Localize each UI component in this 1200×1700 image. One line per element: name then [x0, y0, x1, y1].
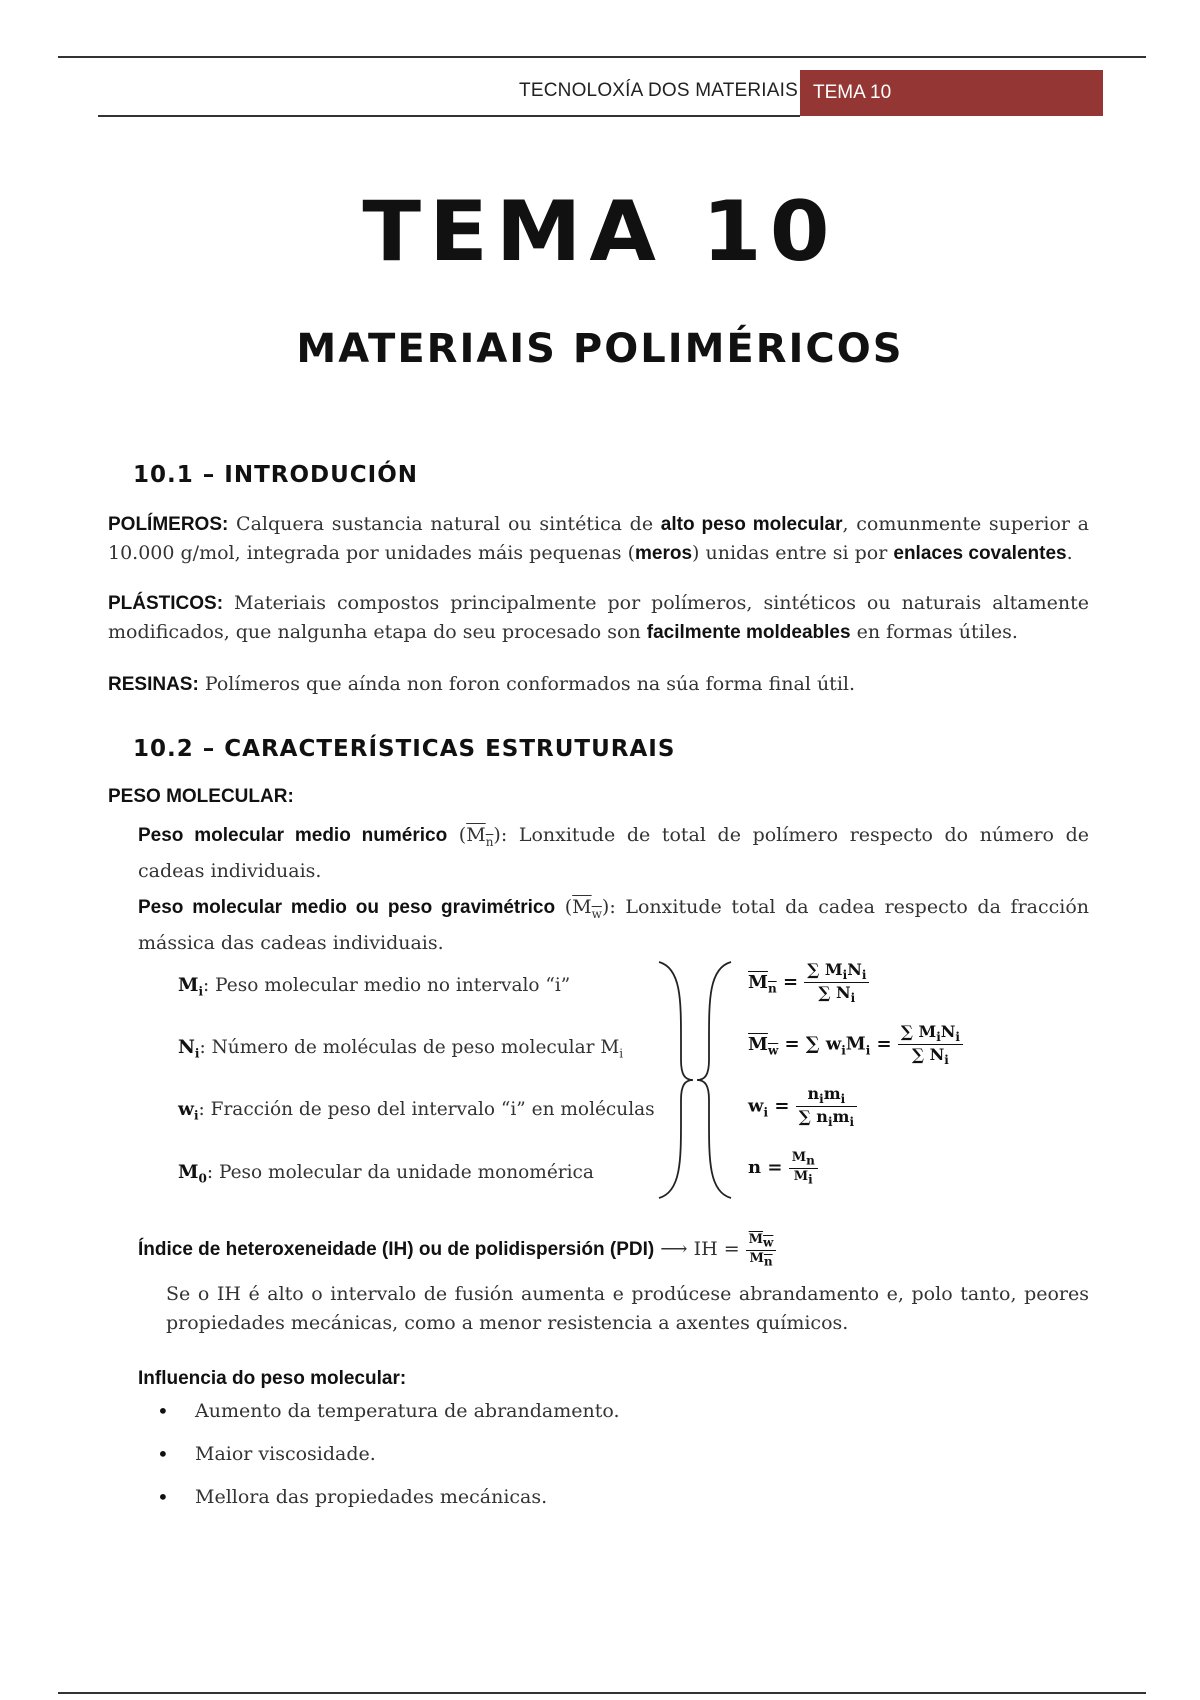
formula-mn: $M_n$ = $\frac{\sum M_iN_i}{\sum N_i}$: [748, 960, 869, 1005]
list-item: • Aumento da temperatura de abrandamento.: [150, 1400, 620, 1443]
term-resinas: RESINAS:: [108, 674, 199, 695]
term-plasticos: PLÁSTICOS:: [108, 593, 224, 614]
definition-m0: $M_0$: Peso molecular da unidade monomérica: [178, 1162, 594, 1186]
mw-symbol: $M_w$: [572, 896, 602, 921]
header-course: TECNOLOXÍA DOS MATERIAIS: [519, 80, 798, 101]
paragraph-resinas: RESINAS: Polímeros que aínda non foron conformados na súa forma final útil.: [108, 673, 856, 695]
definition-ni: $N_i$: Número de moléculas de peso molecular $M_i$: [178, 1037, 624, 1061]
list-item: • Maior viscosidade.: [150, 1443, 620, 1486]
definition-wi: $w_i$: Fracción de peso del intervalo “i” en moléculas: [178, 1099, 655, 1123]
list-item: • Mellora das propiedades mecánicas.: [150, 1486, 620, 1529]
page-header: [98, 70, 1103, 116]
page-title: TEMA 10: [362, 184, 838, 280]
paragraph-mw: Peso molecular medio ou peso gravimétrico $(M_w)$: Lonxitude total da cadea respecto da fracción mássica das cadeas individuais.: [138, 896, 1090, 954]
paragraph-plasticos: PLÁSTICOS: Materiais compostos principalmente por polímeros, sintéticos ou naturais altamente modificados, que nalgunha etapa do seu procesado son facilmente moldeables en formas útiles.: [108, 592, 1089, 643]
ih-line: Índice de heteroxeneidade (IH) ou de polidispersión (PDI) ⟶ IH = $\frac{M_w}{M_n}$: [138, 1232, 776, 1268]
paragraph-ih: Se o IH é alto o intervalo de fusión aumenta e prodúcese abrandamento e, polo tanto, peores propiedades mecánicas, como a menor resistencia a axentes químicos.: [166, 1283, 1089, 1334]
section-heading-intro: 10.1 – INTRODUCIÓN: [133, 462, 419, 488]
term-polimeros: POLÍMEROS:: [108, 514, 229, 535]
formula-mw: $M_w$ = ∑ $w_iM_i$ = $\frac{\sum M_iN_i}{\sum N_i}$: [748, 1022, 963, 1067]
formula-n: n = $\frac{M_n}{M_i}$: [748, 1150, 818, 1186]
header-underline: [98, 115, 800, 117]
section-heading-estruturais: 10.2 – CARACTERÍSTICAS ESTRUTURAIS: [133, 736, 676, 762]
influence-list: [150, 1400, 620, 1529]
mn-symbol: $M_n$: [466, 824, 494, 849]
definition-mi: $M_i$: Peso molecular medio no intervalo “i”: [178, 975, 571, 999]
page-subtitle: MATERIAIS POLIMÉRICOS: [296, 326, 904, 372]
bottom-rule: [58, 1692, 1146, 1694]
influence-heading: Influencia do peso molecular:: [138, 1368, 407, 1389]
ih-fraction: $\frac{M_w}{M_n}$: [746, 1232, 777, 1268]
paragraph-polimeros: POLÍMEROS: Calquera sustancia natural ou sintética de alto peso molecular, comunmente superior a 10.000 g/mol, integrada por unidades máis pequenas (meros) unidas entre si por enlaces covalentes.: [108, 513, 1089, 564]
double-brace-icon: [655, 960, 735, 1200]
peso-molecular-heading: PESO MOLECULAR:: [108, 786, 294, 807]
top-rule: [58, 56, 1146, 58]
paragraph-mn: Peso molecular medio numérico $(M_n)$: Lonxitude de total de polímero respecto do número de cadeas individuais.: [138, 824, 1089, 882]
formula-wi: $w_i$ = $\frac{n_im_i}{\sum n_im_i}$: [748, 1084, 857, 1129]
header-tag: TEMA 10: [800, 70, 1103, 116]
